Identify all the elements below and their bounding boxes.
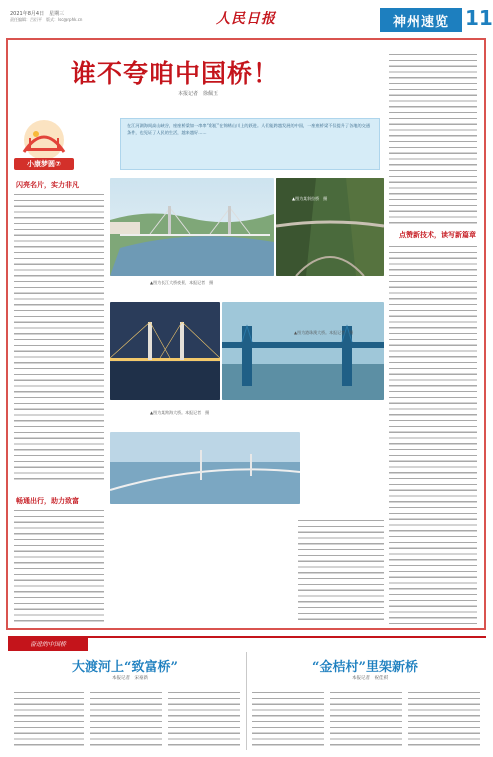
story-1-column-3: [168, 690, 240, 748]
body-column-middle: [298, 518, 384, 622]
body-column-left: [14, 192, 104, 482]
caption-3: ▲图为港珠澳大桥。本报记者 摄: [294, 330, 354, 335]
photo-cliff-bridge: [276, 178, 384, 276]
caption-1: ▲图为长江大桥夜景，本报记者 摄: [150, 280, 214, 285]
story-1-title: 大渡河上“致富桥”: [72, 660, 178, 675]
subhead-3: 点赞新技术，读写新篇章: [399, 231, 476, 239]
caption-2: ▲图为某斜拉桥 摄: [292, 196, 328, 201]
story-1-column-2: [90, 690, 162, 748]
issue-date: 2021年8月4日 星期三: [10, 11, 65, 17]
story-2-column-1: [252, 690, 324, 748]
subhead-1: 闪亮名片，实力非凡: [16, 181, 79, 189]
story-1-column-1: [14, 690, 84, 748]
byline: 本报记者 徐佩玉: [177, 91, 218, 97]
body-column-right: [389, 244, 477, 624]
story-2-byline: 本报记者 祝佳祺: [352, 676, 388, 681]
editor-line: 责任编辑：吕衍平 版式：lsc@rphk.cn: [10, 17, 83, 22]
bottom-banner: [8, 636, 486, 652]
subhead-2: 畅通出行，助力致富: [16, 497, 79, 505]
column-divider: [246, 652, 247, 750]
photo-sea-bridge: [110, 432, 300, 504]
photo-night-bridge: [110, 302, 220, 400]
body-column-left-lower: [14, 508, 104, 623]
story-2-column-2: [330, 690, 402, 748]
photo-river-bridge: [110, 178, 274, 276]
series-badge: 小康梦圆⑦: [14, 158, 74, 170]
bottom-banner-tag: 奋进的中国桥: [8, 638, 88, 651]
body-column-right-top: [389, 52, 477, 224]
intro-box: 在江河湖海间高山峡谷，座座桥梁如一串串“彩虹”在锦绣山川上的跃进。人们能跨越发展的中国，一座座桥梁不仅提升了各地的交通条件，也见证了人民的生活，越来越好……: [120, 118, 380, 170]
section-tag: 神州速览: [380, 8, 462, 32]
story-1-byline: 本报记者 宋豪新: [112, 676, 148, 681]
headline: 谁不夸咱中国桥！: [70, 59, 279, 88]
newspaper-logo: 人民日报: [216, 11, 276, 27]
caption-4: ▲图为某跨海大桥。本报记者 摄: [150, 410, 210, 415]
page-number: 11: [465, 6, 493, 30]
story-2-title: “金桔村”里架新桥: [312, 660, 418, 675]
photo-steel-bridge: [222, 302, 384, 400]
story-2-column-3: [408, 690, 480, 748]
